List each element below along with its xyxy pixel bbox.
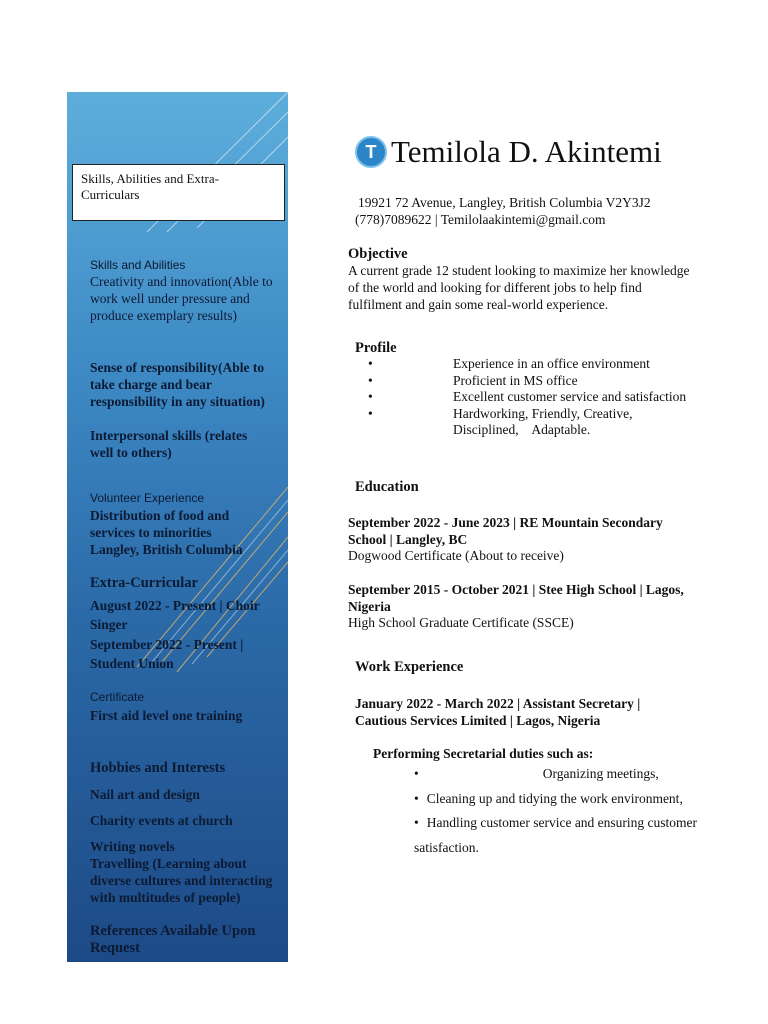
contact-line: (778)7089622 | Temilolaakintemi@gmail.com bbox=[355, 212, 606, 227]
hobby-item: Charity events at church bbox=[90, 813, 233, 828]
education-heading: Education bbox=[355, 479, 419, 495]
skill-item: Sense of responsibility(Able to take charge and bear responsibility in any situation) bbox=[90, 360, 265, 409]
sidebar-header: Skills, Abilities and Extra-Curriculars bbox=[72, 164, 285, 221]
duty-item: • Cleaning up and tidying the work environment, bbox=[414, 787, 704, 812]
extra-item: September 2022 - Present | Student Union bbox=[90, 637, 244, 671]
duties-intro: Performing Secretarial duties such as: bbox=[373, 746, 594, 761]
volunteer-text: Distribution of food and services to minorities bbox=[90, 508, 230, 540]
education-entry-detail: Dogwood Certificate (About to receive) bbox=[348, 548, 564, 563]
name-header bbox=[355, 134, 662, 170]
skill-item: Interpersonal skills (relates well to others) bbox=[90, 428, 248, 460]
duty-item: • Handling customer service and ensuring customer satisfaction. bbox=[414, 811, 704, 860]
profile-item: • Hardworking, Friendly, Creative, Disciplined, Adaptable. bbox=[368, 406, 708, 439]
hobby-item: Travelling (Learning about diverse cultures and interacting with multitudes of people) bbox=[90, 856, 273, 905]
logo-icon: T bbox=[355, 136, 387, 168]
objective-text: A current grade 12 student looking to maximize her knowledge of the world and looking for different jobs to help find fulfilment and gain some real-world experience. bbox=[348, 263, 690, 312]
duties-list bbox=[414, 762, 704, 860]
profile-item: • Experience in an office environment bbox=[368, 356, 708, 373]
work-heading: Work Experience bbox=[355, 659, 464, 675]
certificate-text: First aid level one training bbox=[90, 708, 243, 723]
profile-item: • Proficient in MS office bbox=[368, 373, 708, 390]
certificate-heading: Certificate bbox=[90, 690, 145, 704]
education-entry-detail: High School Graduate Certificate (SSCE) bbox=[348, 615, 574, 630]
objective-heading: Objective bbox=[348, 246, 408, 262]
extra-heading: Extra-Curricular bbox=[90, 575, 198, 591]
extra-item: August 2022 - Present | Choir Singer bbox=[90, 598, 260, 632]
skills-heading: Skills and Abilities bbox=[90, 258, 186, 272]
volunteer-heading: Volunteer Experience bbox=[90, 491, 205, 505]
hobby-item: Nail art and design bbox=[90, 787, 200, 802]
profile-list bbox=[368, 356, 708, 439]
job-title: January 2022 - March 2022 | Assistant Secretary | Cautious Services Limited | Lagos, Nigeria bbox=[355, 696, 641, 728]
hobbies-heading: Hobbies and Interests bbox=[90, 760, 226, 776]
volunteer-location: Langley, British Columbia bbox=[90, 542, 243, 557]
candidate-name: Temilola D. Akintemi bbox=[391, 134, 662, 169]
references-note: References Available Upon Request bbox=[90, 923, 256, 956]
profile-heading: Profile bbox=[355, 340, 397, 356]
skill-item: Creativity and innovation(Able to work well under pressure and produce exemplary results) bbox=[90, 274, 273, 323]
education-entry-title: September 2015 - October 2021 | Stee High School | Lagos, Nigeria bbox=[348, 582, 684, 614]
sidebar-panel bbox=[67, 92, 288, 962]
address-line: 19921 72 Avenue, Langley, British Columbia V2Y3J2 bbox=[358, 195, 651, 210]
hobby-item: Writing novels bbox=[90, 839, 175, 854]
duty-item: • Organizing meetings, bbox=[414, 762, 704, 787]
education-entry-title: September 2022 - June 2023 | RE Mountain Secondary School | Langley, BC bbox=[348, 515, 663, 547]
profile-item: • Excellent customer service and satisfaction bbox=[368, 389, 708, 406]
